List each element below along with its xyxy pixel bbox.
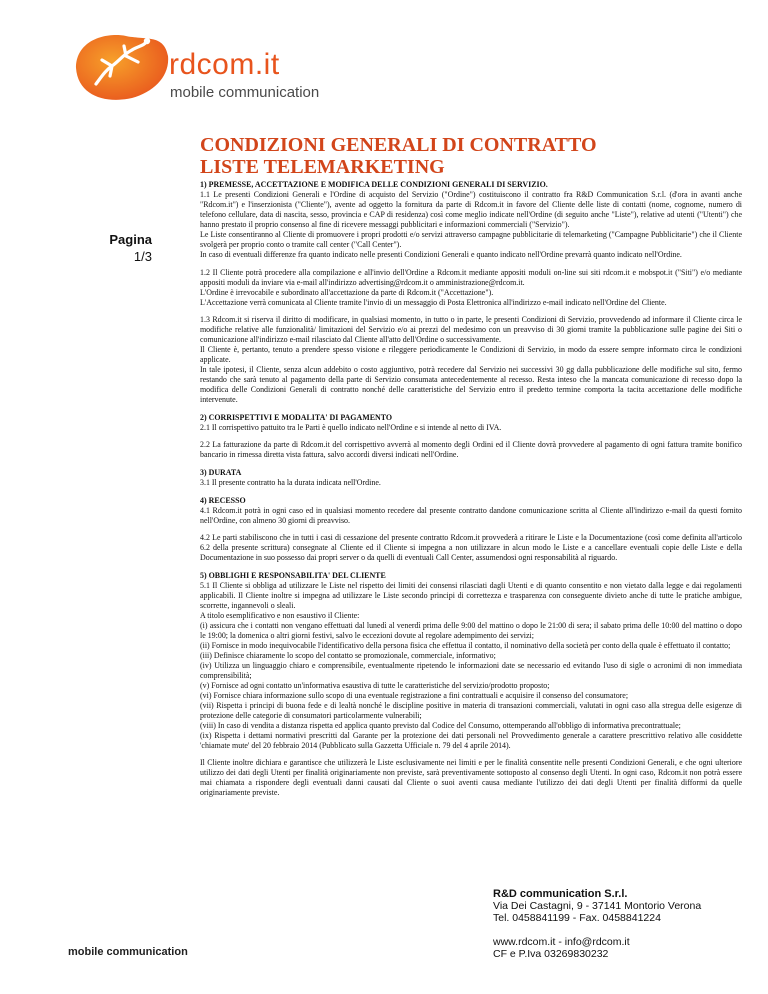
contract-paragraph xyxy=(200,758,742,798)
gecko-logo-icon xyxy=(66,26,176,106)
brand-name: rdcom.it xyxy=(169,48,280,81)
company-address: Via Dei Castagni, 9 - 37141 Montorio Verona xyxy=(493,900,702,912)
company-info xyxy=(493,888,701,960)
company-vat: CF e P.Iva 03269830232 xyxy=(493,948,609,960)
company-web: www.rdcom.it - info@rdcom.it xyxy=(493,936,630,948)
paragraph-line: 5.1 Il Cliente si obbliga ad utilizzare le Liste nel rispetto dei limiti dei consensi rilasciati dagli Utenti e di quanto consentito e non vietato dalla legge e dai regolamenti applicabili. Il Cliente inoltre si impegna ad utilizzare le Liste secondo principi di correttezza e trasparenza con conseguente divieto anche di tutte le pratiche ambigue, scorrette, ingannevoli o sleali. xyxy=(200,580,742,610)
paragraph-line: (vii) Rispetta i principi di buona fede e di lealtà nonché le discipline positive in materia di transazioni commerciali, valutati in ogni caso alla stregua delle esigenze di protezione delle categorie di consumatori particolarmente vulnerabili; xyxy=(200,700,742,720)
paragraph-line: 1.3 Rdcom.it si riserva il diritto di modificare, in qualsiasi momento, in tutto o in parte, le presenti Condizioni di Servizio, provvedendo ad informare il Cliente circa le modifiche relative alle funzionalità/ limitazioni del Servizio e/o ai prezzi del medesimo con un preavviso di 30 giorni tramite la pubblicazione sulle pagine dei Siti o comunicazione all'indirizzo e-mail rilasciato dal Cliente all'atto dell'Ordine o successivamente. xyxy=(200,315,742,345)
paragraph-line: Le Liste consentiranno al Cliente di promuovere i propri prodotti e/o servizi attraverso campagne pubblicitarie di telemarketing ("Campagne Pubblicitarie") che il Cliente svolgerà per proprio conto o tramite call center ("Call Center"). xyxy=(200,230,742,249)
paragraph-line: Il Cliente è, pertanto, tenuto a prendere spesso visione e rileggere periodicamente le Condizioni di Servizio, in modo da essere sempre informato circa le condizioni applicate. xyxy=(200,345,742,365)
paragraph-line: (v) Fornisce ad ogni contatto un'informativa esaustiva di tutte le caratteristiche del servizio/prodotto proposto; xyxy=(200,680,550,690)
paragraph-line: (vi) Fornisce chiara informazione sullo scopo di una eventuale registrazione a fini contrattuali e acquisire il consenso del consumatore; xyxy=(200,690,629,700)
contract-paragraph xyxy=(200,268,742,308)
paragraph-line: In tale ipotesi, il Cliente, senza alcun addebito o costo aggiuntivo, potrà recedere dal Servizio nei successivi 30 gg dalla pubblicazione delle modifiche sul sito, fermo restando che sarà tenuto al pagamento della parte di Servizio consumata antecedentemente al recesso. Resta inteso che la mancata comunicazione di recesso dopo la modifica delle Condizioni Generali di contratto nonché delle caratteristiche del Servizio entro il predetto termine comporta la tacita accettazione delle modifiche intervenute. xyxy=(200,365,742,405)
paragraph-line: (ii) Fornisce in modo inequivocabile l'identificativo della persona fisica che effettua il contatto, il nominativo della società per conto della quale è effettuato il contatto; xyxy=(200,640,731,650)
contract-paragraph xyxy=(200,440,742,460)
contract-paragraph xyxy=(200,413,742,433)
company-name: R&D communication S.r.l. xyxy=(493,888,628,900)
page-number: 1/3 xyxy=(133,249,152,264)
contract-paragraph xyxy=(200,533,742,563)
title-line-2: LISTE TELEMARKETING xyxy=(200,156,445,178)
section-heading: 4) RECESSO xyxy=(200,495,246,505)
paragraph-line: L'Ordine è irrevocabile e subordinato all'accettazione da parte di Rdcom.it ("Accettazione"). xyxy=(200,287,494,297)
brand-tagline: mobile communication xyxy=(170,84,320,101)
company-phone: Tel. 0458841199 - Fax. 0458841224 xyxy=(493,912,661,924)
paragraph-line: 1.2 Il Cliente potrà procedere alla compilazione e all'invio dell'Ordine a Rdcom.it mediante appositi moduli on-line sui siti rdcom.it e mobspot.it ("Siti") e/o mediante appositi moduli da inviare via e-mail all'indirizzo advertising@rdcom.it o amministrazione@rdcom.it. xyxy=(200,267,742,287)
paragraph-line: A titolo esemplificativo e non esaustivo il Cliente: xyxy=(200,610,360,620)
paragraph-line: 4.2 Le parti stabiliscono che in tutti i casi di cessazione del presente contratto Rdcom.it provvederà a ritirare le Liste e la Documentazione (così come definita all'articolo 6.2 della presente scrittura) consegnate al Cliente ed il Cliente si impegna a non utilizzare in alcun modo le Liste e a cancellare eventuali copie delle Liste e della Documentazione in suo possesso dai propri server o da quelli di eventuali Call Center, assumendosi ogni responsabilità al riguardo. xyxy=(200,533,742,563)
paragraph-line: (iii) Definisce chiaramente lo scopo del contatto se promozionale, commerciale, informativo; xyxy=(200,650,496,660)
paragraph-line: 3.1 Il presente contratto ha la durata indicata nell'Ordine. xyxy=(200,477,381,487)
page-indicator xyxy=(90,232,152,264)
paragraph-line: (ix) Rispetta i dettami normativi prescritti dal Garante per la protezione dei dati personali nel Provvedimento generale a carattere prescrittivo relativo alle cosiddette 'chiamate mute' del 20 febbraio 2014 (Pubblicato sulla Gazzetta Ufficiale n. 79 del 4 aprile 2014). xyxy=(200,730,742,750)
paragraph-line: 2.1 Il corrispettivo pattuito tra le Parti è quello indicato nell'Ordine e si intende al netto di IVA. xyxy=(200,422,502,432)
contract-body xyxy=(200,180,742,806)
contract-paragraph xyxy=(200,496,742,526)
paragraph-line: Il Cliente inoltre dichiara e garantisce che utilizzerà le Liste esclusivamente nei limiti e per le finalità consentite nelle presenti Condizioni Generali, e che ogni ulteriore utilizzo dei dati degli Utenti per finalità originariamente non previste, sarà preventivamente sottoposto al consenso degli Utenti. In ogni caso, Rdcom.it non potrà essere mai chiamata a rispondere degli eventuali danni causati dal Cliente o suoi aventi causa mediante l'utilizzo dei dati degli Utenti per finalità difformi da quelle originariamente previste. xyxy=(200,758,742,798)
section-heading: 3) DURATA xyxy=(200,467,242,477)
page-label: Pagina xyxy=(109,232,152,247)
paragraph-line: 2.2 La fatturazione da parte di Rdcom.it del corrispettivo avverrà al momento degli Ordini ed il Cliente dovrà provvedere al pagamento di ogni fattura tramite bonifico bancario in rimessa diretta vista fattura, salvo accordi diversi indicati nell'Ordine. xyxy=(200,440,742,460)
section-heading: 2) CORRISPETTIVI E MODALITA' DI PAGAMENTO xyxy=(200,412,393,422)
paragraph-line: L'Accettazione verrà comunicata al Cliente tramite l'invio di un messaggio di Posta Elettronica all'indirizzo e-mail indicato nell'Ordine del Cliente. xyxy=(200,297,667,307)
contract-paragraph xyxy=(200,468,742,488)
contract-paragraph xyxy=(200,315,742,405)
footer-tagline: mobile communication xyxy=(68,946,188,958)
paragraph-line: (viii) In caso di vendita a distanza rispetta ed applica quanto previsto dal Codice del Consumo, ottemperando all'obbligo di informativa precontrattuale; xyxy=(200,720,681,730)
paragraph-line: (iv) Utilizza un linguaggio chiaro e comprensibile, eventualmente ripetendo le informazioni date se necessario ed evitando l'uso di sigle o acronimi di non immediata comprensibilità; xyxy=(200,660,742,680)
company-logo xyxy=(66,26,326,106)
paragraph-line: In caso di eventuali differenze fra quanto indicato nelle presenti Condizioni Generali e quanto indicato nell'Ordine prevarrà quanto indicato nell'Ordine. xyxy=(200,250,682,259)
paragraph-line: 1.1 Le presenti Condizioni Generali e l'Ordine di acquisto del Servizio ("Ordine") costituiscono il contratto fra R&D Communication S.r.l. (d'ora in avanti anche "Rdcom.it") e l'inserzionista ("Cliente"), avente ad oggetto la fornitura da parte di Rdcom.it in favore del Cliente delle liste di contatti (nome, cognome, numero di telefono cellulare, data di nascita, sesso, provincia e CAP di residenza) così come meglio indicate nell'Ordine (di seguito anche "Liste"), relative ad utenti ("Utenti") che hanno prestato il proprio consenso al fine di ricevere messaggi pubblicitari e informazioni commerciali ("Servizio"). xyxy=(200,190,742,229)
contract-paragraph xyxy=(200,180,742,260)
contract-paragraph xyxy=(200,571,742,751)
section-heading: 5) OBBLIGHI E RESPONSABILITA' DEL CLIENTE xyxy=(200,570,386,580)
section-heading: 1) PREMESSE, ACCETTAZIONE E MODIFICA DELLE CONDIZIONI GENERALI DI SERVIZIO. xyxy=(200,180,548,189)
document-title xyxy=(200,134,740,178)
paragraph-line: (i) assicura che i contatti non vengano effettuati dal lunedì al venerdì prima delle 9:00 del mattino o dopo le 21:00 di sera; il sabato prima delle 10:00 del mattino o dopo le 19:00; la domenica o altri giorni festivi, salvo le eccezioni dovute al regolare adempimento dei servizi; xyxy=(200,620,742,640)
paragraph-line: 4.1 Rdcom.it potrà in ogni caso ed in qualsiasi momento recedere dal presente contratto dandone comunicazione scritta al Cliente all'indirizzo e-mail da questi fornito nell'Ordine, con almeno 30 giorni di preavviso. xyxy=(200,505,742,525)
title-line-1: CONDIZIONI GENERALI DI CONTRATTO xyxy=(200,134,597,156)
